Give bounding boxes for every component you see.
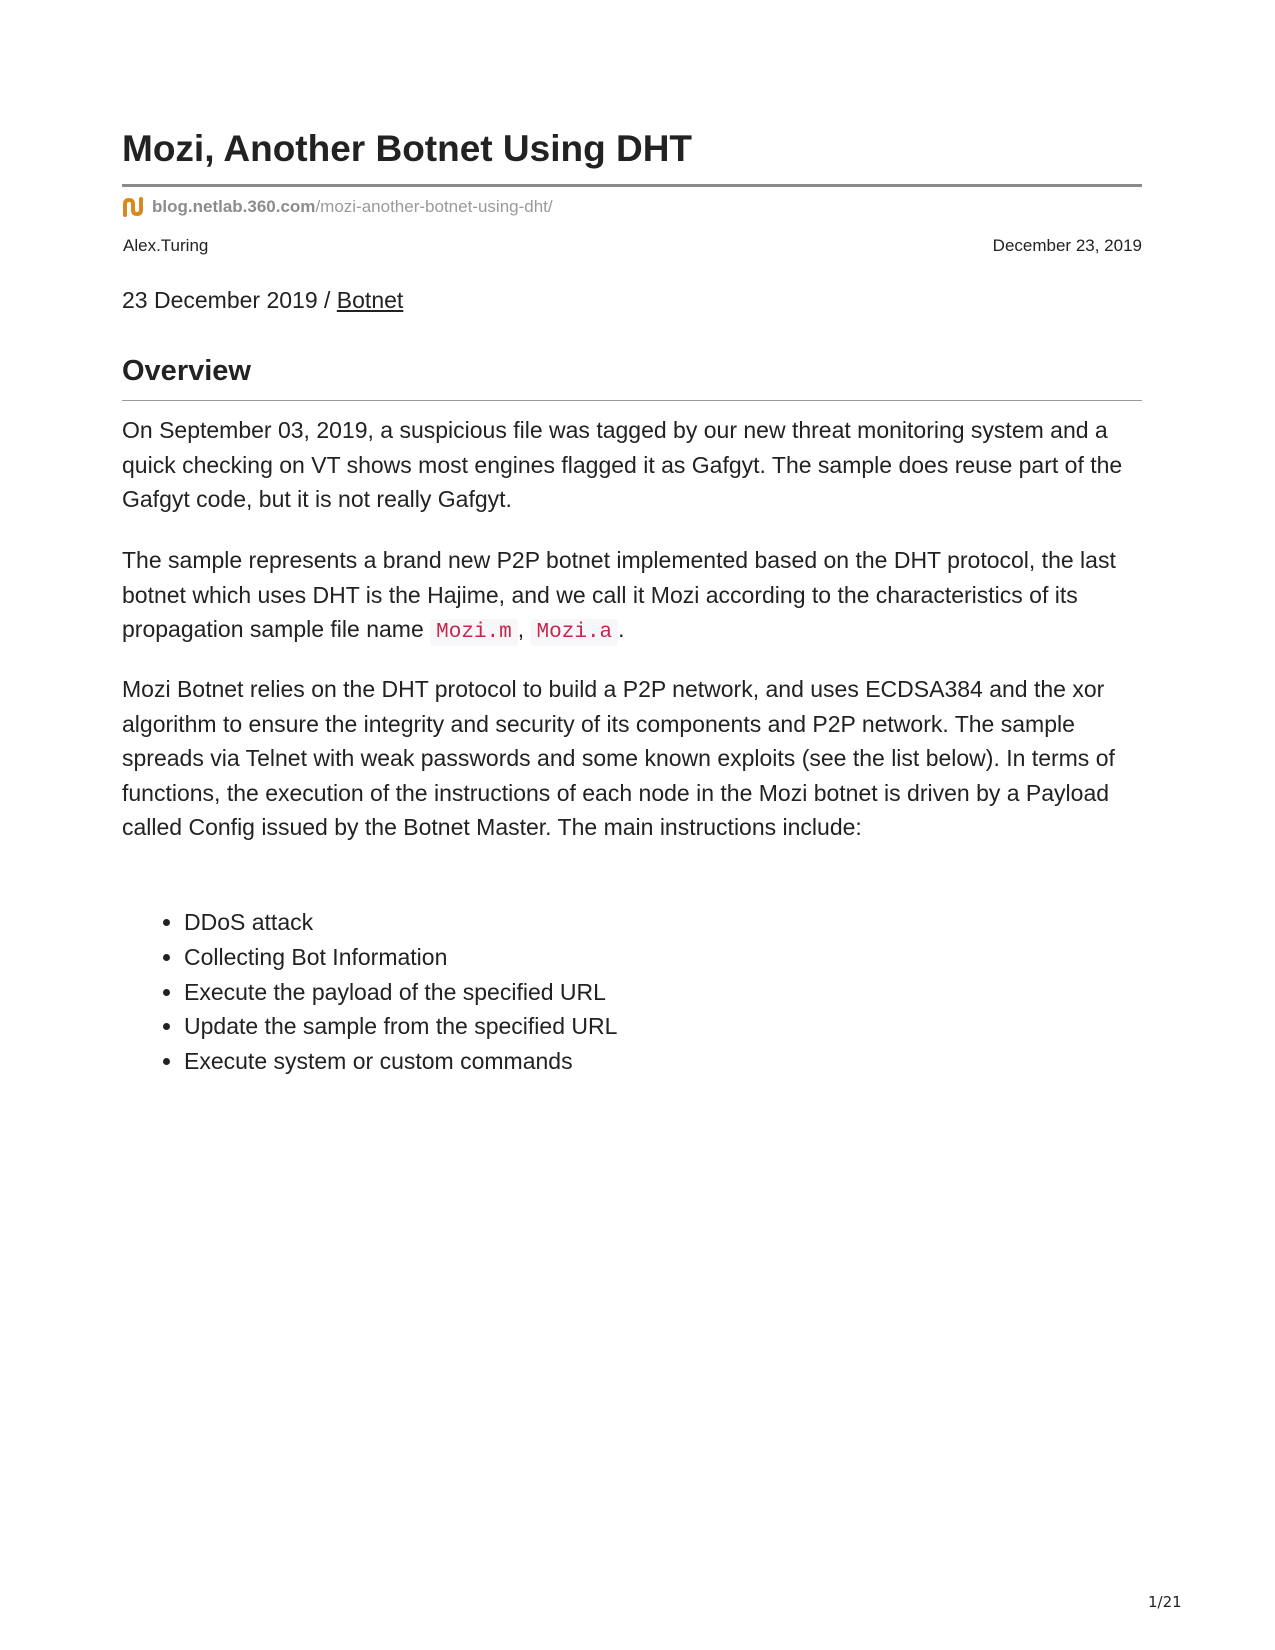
author-name: Alex.Turing <box>123 236 209 255</box>
post-meta-separator: / <box>317 287 337 313</box>
publish-date: December 23, 2019 <box>992 236 1142 255</box>
code-mozi-m: Mozi.m <box>430 619 518 646</box>
overview-paragraph-1: On September 03, 2019, a suspicious file was tagged by our new threat monitoring system and a quick checking on VT shows most engines flagged it as Gafgyt. The sample does reuse part of the Gafgyt code, but it is not really Gafgyt. <box>122 417 1123 512</box>
list-item: • Collecting Bot Information <box>184 940 617 975</box>
source-domain: blog.netlab.360.com <box>152 197 316 216</box>
paragraph-2-text: The sample represents a brand new P2P botnet implemented based on the DHT protocol, the last botnet which uses DHT is the Hajime, and we call it Mozi according to the characteristics of its propagation sample file name <box>122 547 1116 642</box>
code-separator: , <box>517 616 531 642</box>
category-link[interactable]: Botnet <box>336 287 404 313</box>
list-item: • Execute system or custom commands <box>184 1044 617 1079</box>
page-number: 1/21 <box>1148 1593 1182 1611</box>
article-title: Mozi, Another Botnet Using DHT <box>122 128 693 169</box>
title-divider <box>122 184 1142 187</box>
paragraph-2-end: . <box>618 616 625 642</box>
list-item: • DDoS attack <box>184 905 617 940</box>
post-date: 23 December 2019 <box>122 287 318 313</box>
list-item: • Update the sample from the specified URL <box>184 1009 617 1044</box>
source-link[interactable] <box>122 196 553 218</box>
instructions-list <box>122 905 617 1079</box>
netlab-logo-icon <box>122 197 144 217</box>
list-item: • Execute the payload of the specified URL <box>184 975 617 1010</box>
post-meta <box>122 286 403 314</box>
section-heading-overview: Overview <box>122 355 251 387</box>
overview-paragraph-2 <box>122 543 1142 651</box>
code-mozi-a: Mozi.a <box>531 619 619 646</box>
section-divider <box>122 400 1142 401</box>
article-meta <box>122 236 1142 258</box>
source-path: /mozi-another-botnet-using-dht/ <box>315 197 553 216</box>
overview-paragraph-3: Mozi Botnet relies on the DHT protocol to build a P2P network, and uses ECDSA384 and the xor algorithm to ensure the integrity and security of its components and P2P network. The sample spreads via Telnet with weak passwords and some known exploits (see the list below). In terms of functions, the execution of the instructions of each node in the Mozi botnet is driven by a Payload called Config issued by the Botnet Master. The main instructions include: <box>122 676 1115 840</box>
